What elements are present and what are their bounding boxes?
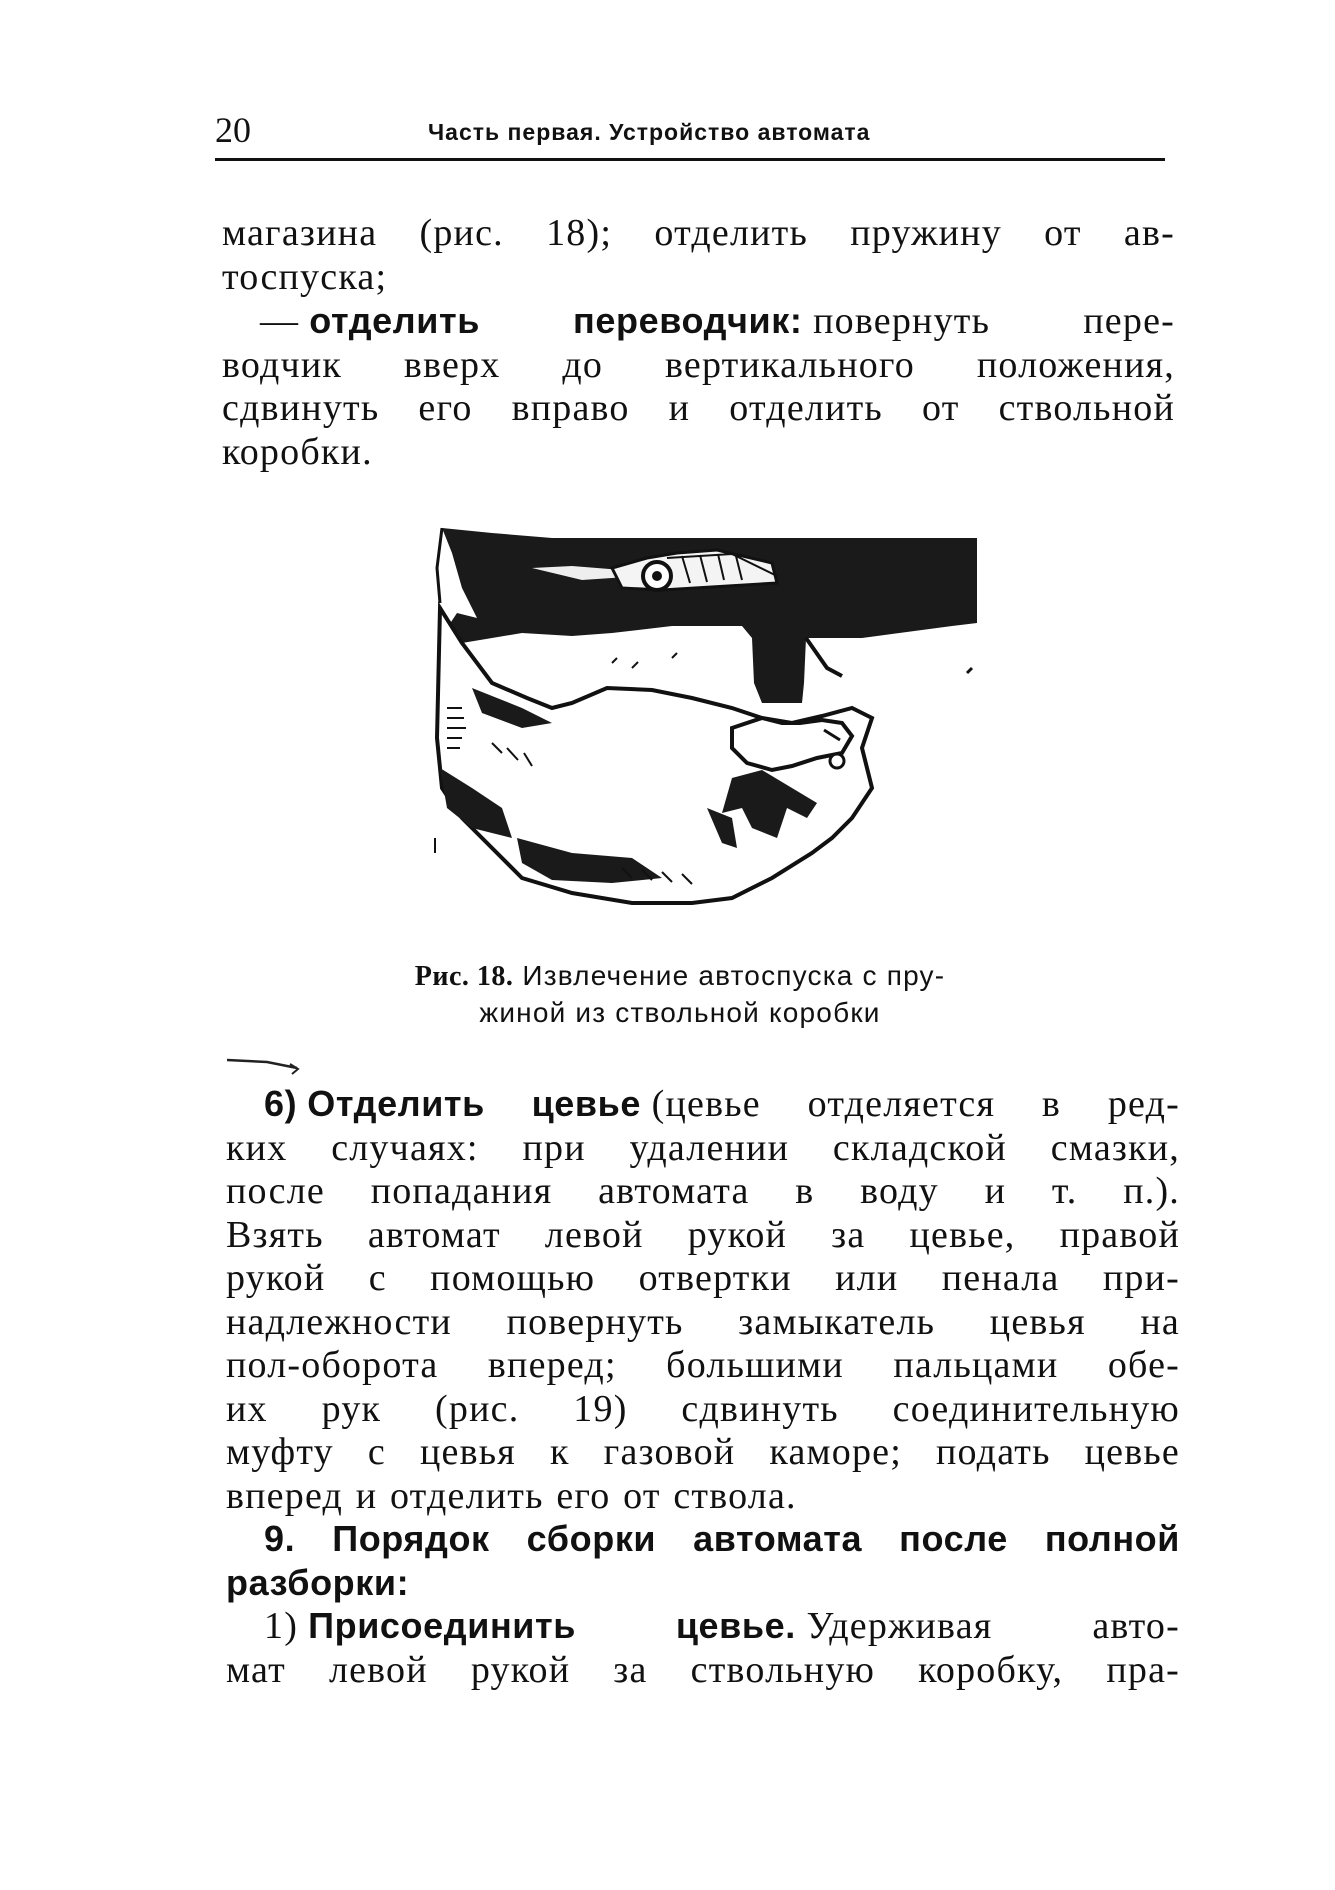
bold-instruction: Отделить цевье bbox=[307, 1083, 642, 1124]
step-number: 1) bbox=[264, 1605, 299, 1647]
page-number: 20 bbox=[215, 110, 251, 150]
text-line: Взять автомат левой рукой за цевье, правой bbox=[226, 1213, 1180, 1256]
paragraph-attach-handguard bbox=[226, 1604, 1180, 1692]
text-line: их рук (рис. 19) сдвинуть соединительную bbox=[226, 1387, 1180, 1430]
text-line: тоспуска; bbox=[222, 255, 388, 298]
text-line: ких случаях: при удалении складской смазки, bbox=[226, 1126, 1180, 1169]
text-line: рукой с помощью отвертки или пенала при- bbox=[226, 1257, 1180, 1299]
text-line: после попадания автомата в воду и т. п.). bbox=[226, 1170, 1180, 1212]
text-line bbox=[222, 299, 1175, 344]
lead-dash: — bbox=[260, 300, 300, 342]
text-line: водчик вверх до вертикального положения, bbox=[222, 343, 1175, 386]
bold-instruction: Присоединить цевье. bbox=[308, 1605, 796, 1646]
text-run: (цевье отделяется в ред- bbox=[651, 1083, 1180, 1125]
figure-caption bbox=[300, 958, 1060, 1031]
paragraph-magazine bbox=[222, 212, 1175, 299]
figure-number: Рис. 18. bbox=[414, 961, 514, 992]
text-line: сдвинуть его вправо и отделить от ствольной bbox=[222, 387, 1175, 429]
heading-line: 9. Порядок сборки автомата после полной bbox=[264, 1518, 1180, 1559]
paragraph-handguard-removal bbox=[226, 1082, 1180, 1518]
running-header bbox=[215, 110, 1165, 161]
text-line: магазина (рис. 18); отделить пружину от ав- bbox=[222, 212, 1175, 254]
caption-text: Извлечение автоспуска с пру- bbox=[522, 960, 946, 991]
text-line: вперед и отделить его от ствола. bbox=[226, 1474, 797, 1517]
text-line bbox=[226, 1082, 1180, 1127]
text-run: повернуть пере- bbox=[813, 300, 1175, 342]
step-number: 6) bbox=[264, 1083, 298, 1124]
bold-instruction: отделить переводчик: bbox=[309, 300, 803, 341]
caption-line bbox=[300, 958, 1060, 995]
caption-line: жиной из ствольной коробки bbox=[479, 997, 881, 1028]
text-line: коробки. bbox=[222, 430, 373, 473]
text-line: надлежности повернуть замыкатель цевья на bbox=[226, 1300, 1180, 1343]
heading-line: разборки: bbox=[226, 1561, 410, 1603]
running-title: Часть первая. Устройство автомата bbox=[428, 119, 871, 145]
text-line: пол-оборота вперед; большими пальцами обе- bbox=[226, 1344, 1180, 1386]
paragraph-selector bbox=[222, 299, 1175, 474]
text-line: муфту с цевья к газовой каморе; подать цевье bbox=[226, 1431, 1180, 1473]
text-line: мат левой рукой за ствольную коробку, пра- bbox=[226, 1648, 1180, 1691]
text-run: Удерживая авто- bbox=[806, 1605, 1180, 1647]
text-line bbox=[226, 1604, 1180, 1649]
section-heading-assembly bbox=[226, 1517, 1180, 1604]
figure-illustration bbox=[432, 508, 982, 928]
